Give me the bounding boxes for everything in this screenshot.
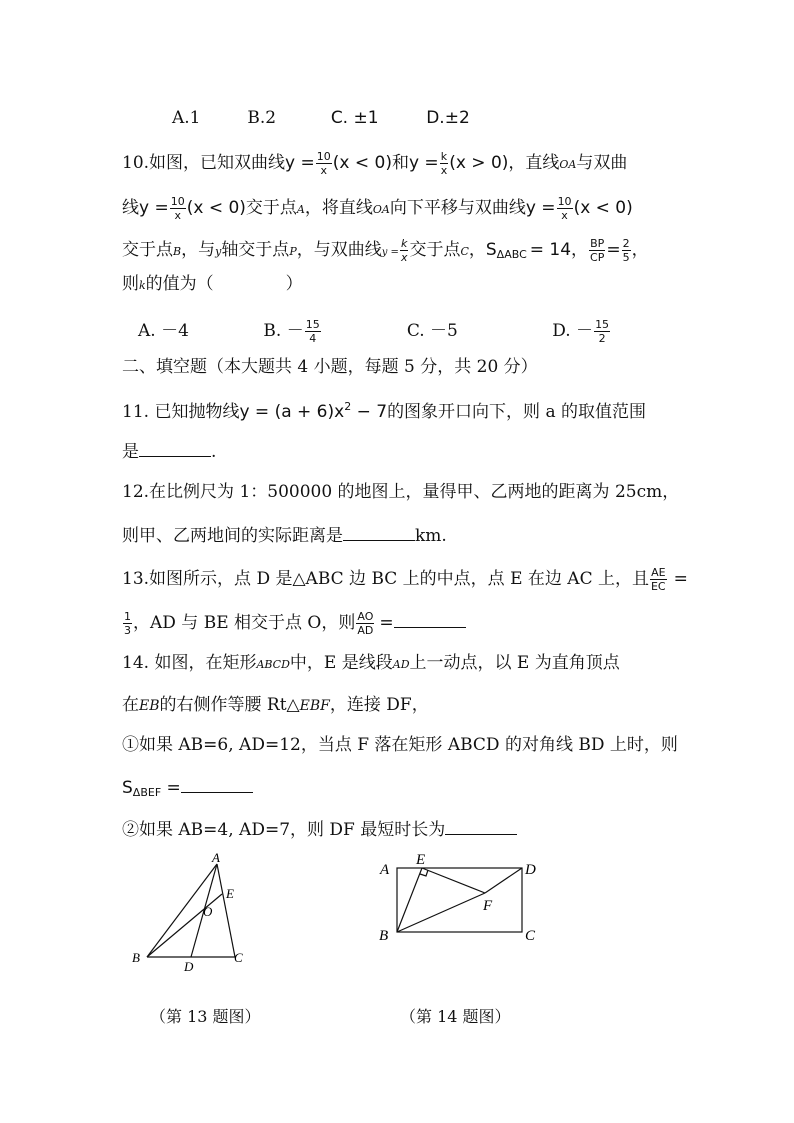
equals: = [161,778,181,798]
q9-options [172,110,470,127]
option-prefix: D. － [552,321,594,341]
label-B: B [173,245,182,258]
label-k: k [139,279,146,292]
label-D: D [525,862,536,878]
area-symbol: S [122,778,133,798]
q10-text: ，将直线 [304,198,373,218]
condition: (x < 0) [332,153,392,173]
answer-blank [394,613,466,628]
equation: y = [525,198,556,218]
fraction-10-over-x [557,195,573,222]
label-C: C [525,928,536,944]
figure-14-caption: （第 14 题图） [400,1007,511,1026]
option-prefix: B. － [263,321,304,341]
q11-text: 的图象开口向下，则 a 的取值范围 [387,402,647,422]
q14-line-4 [122,778,253,798]
equals: = [379,613,394,633]
fraction-ao-over-ad [356,610,374,637]
numerator: k [401,237,408,250]
q10-text: 轴交于点 [221,240,290,260]
numerator: AO [357,610,374,623]
q10-line-3 [122,237,649,264]
q10-text: ，直线 [508,153,560,173]
q14-text: ，连接 DF， [329,695,429,715]
denominator: AD [357,624,374,637]
q12-text: 则甲、乙两地间的实际距离是 [122,526,343,546]
equals: = [673,569,688,589]
q13-line-1 [122,566,688,593]
denominator: EC [650,580,666,593]
fraction-2-over-5 [622,237,631,264]
area-value: = 14， [529,240,589,260]
label-A: A [212,850,220,865]
answer-blank [445,820,517,835]
fraction-15-over-4 [305,318,321,345]
q11-line-2 [122,442,216,461]
fraction-k-over-x [440,150,449,177]
condition: (x > 0) [449,153,509,173]
denominator: x [174,209,181,222]
q9-option-b: B.2 [247,108,277,128]
label-E: E [416,852,426,868]
section-heading: 二、填空题（本大题共 4 小题，每题 5 分，共 20 分） [122,357,538,377]
fraction-15-over-2 [594,318,610,345]
rectangle-ABCD [397,868,522,932]
denominator: 5 [622,251,630,264]
q10-text: 线 [122,198,139,218]
numerator: 1 [124,610,131,623]
label-A: A [380,862,390,878]
segment-DF [485,868,522,893]
q14-text: ②如果 AB=4, AD=7，则 DF 最短时长为 [122,820,446,840]
q14-text: 14. 如图，在矩形 [122,653,257,673]
q10-line-4 [122,276,303,293]
q10-text: 与双曲 [576,153,628,173]
fraction-ae-over-ec [650,566,667,593]
label-EBF: EBF [299,698,330,714]
label-O: O [203,904,213,919]
fraction-1-over-3 [123,610,132,637]
q14-line-1 [122,655,620,672]
numerator: 10 [170,195,185,208]
equation: y = [285,153,315,173]
exponent: 2 [344,400,352,413]
q10-text: 10.如图，已知双曲线 [122,153,286,173]
denominator: 2 [598,332,606,345]
q14-text: 在 [122,695,139,715]
denominator: x [320,164,328,177]
q10-option-d [552,318,611,345]
q12-line-1: 12.在比例尺为 1：500000 的地图上，量得甲、乙两地的距离为 25cm， [122,482,680,502]
q12-line-2 [122,526,447,545]
label-A: A [296,203,305,216]
q10-text: 的值为（ [145,274,214,294]
parabola-formula-tail: − 7 [351,402,388,422]
denominator: x [440,164,448,177]
numerator: 15 [305,318,320,331]
q11-text: 11. 已知抛物线 [122,402,240,422]
q10-text: ，与 [181,240,216,260]
fraction-bp-over-cp [589,237,605,264]
q13-line-2 [122,610,466,637]
denominator: 4 [309,332,317,345]
q10-option-a: A. －4 [138,321,189,341]
label-C: C [460,245,469,258]
condition: (x < 0) [186,198,246,218]
numerator: 2 [622,237,630,250]
segment-EF [422,868,485,893]
label-C: C [234,950,243,965]
condition: (x < 0) [573,198,633,218]
area-symbol: S [485,240,497,260]
parabola-formula: y = (a + 6)x [239,402,345,422]
q11-text: 是 [122,442,139,462]
q10-text: 交于点 [409,240,461,260]
label-P: P [289,245,297,258]
label-AD: AD [392,658,410,671]
denominator: 3 [124,624,131,637]
label-F: F [483,898,493,914]
q13-text: ，AD 与 BE 相交于点 O，则 [133,613,356,633]
label-ABCD: ABCD [256,658,290,671]
q10-line-2 [122,195,633,222]
numerator: 15 [595,318,610,331]
q10-text: ， [468,240,486,260]
fraction-10-over-x [316,150,332,177]
equals: = [606,240,621,260]
label-E: E [226,886,234,901]
q14-line-2 [122,697,429,714]
q14-text: 上一动点，以 E 为直角顶点 [409,653,620,673]
q14-line-3: ①如果 AB=6, AD=12，当点 F 落在矩形 ABCD 的对角线 BD 上时，则 [122,735,678,755]
answer-blank [139,442,211,457]
q10-text: 和 [391,153,409,173]
q14-text: 的右侧作等腰 Rt△ [159,695,300,715]
q10-option-c: C. －5 [406,321,458,341]
area-subscript: ΔBEF [132,786,162,799]
label-EB: EB [139,698,160,714]
numerator: BP [590,237,605,250]
q10-text: 则 [122,274,139,294]
q10-text: 交于点 [245,198,297,218]
q14-text: 中，E 是线段 [289,653,393,673]
q10-text: 向下平移与双曲线 [389,198,526,218]
area-subscript: ΔABC [496,248,527,261]
q14-line-5 [122,820,517,839]
label-y: y [215,245,222,258]
q10-text: ） [285,274,303,294]
q10-options [138,318,611,345]
label-D: D [184,959,194,974]
numerator: 10 [557,195,572,208]
label-OA: OA [559,158,577,171]
q10-text: ，与双曲线 [296,240,382,260]
equation: y = [408,153,439,173]
answer-blank [343,526,415,541]
q11-text: . [211,442,217,462]
q10-text: 交于点 [122,240,173,260]
q10-text: ， [631,240,649,260]
denominator: x [561,209,568,222]
q9-option-a: A.1 [172,108,201,128]
label-B: B [132,950,140,965]
fraction-k-over-x [400,237,409,264]
figure-14-rectangle [370,848,550,948]
fraction-10-over-x [170,195,186,222]
q10-line-1 [122,150,627,177]
numerator: AE [651,566,666,579]
figure-13-caption: （第 13 题图） [150,1007,261,1026]
numerator: 10 [316,150,331,163]
segment-AC [217,864,235,957]
answer-blank [181,778,253,793]
denominator: CP [590,251,605,264]
q11-line-1 [122,401,646,421]
numerator: k [440,150,448,163]
q13-text: 13.如图所示，点 D 是△ABC 边 BC 上的中点，点 E 在边 AC 上，且 [122,569,649,589]
equation: y = [139,198,169,218]
q9-option-c: C. ±1 [330,108,379,128]
small-equation: y = [381,247,399,258]
q10-option-b [263,318,401,345]
figure-13-triangle [120,850,260,980]
q9-option-d: D.±2 [426,108,470,128]
denominator: x [400,251,408,264]
q12-text: km. [415,526,447,546]
label-OA: OA [372,203,390,216]
label-B: B [379,928,389,944]
